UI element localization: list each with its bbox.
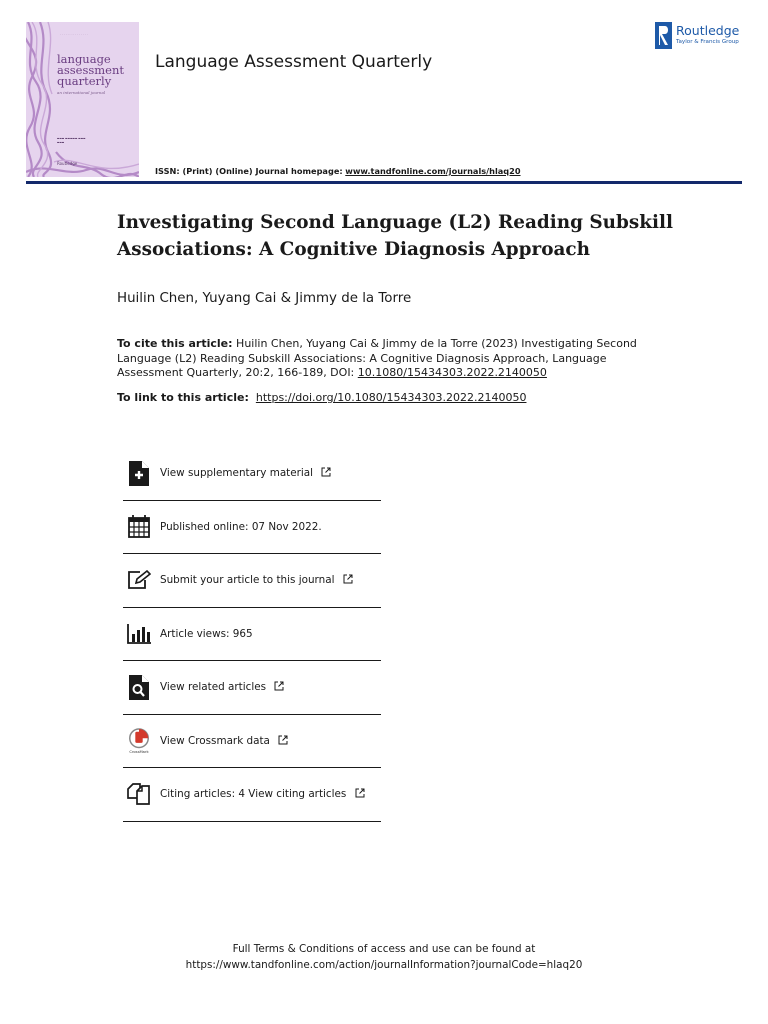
journal-cover-image — [26, 22, 139, 177]
cover-subtitle: an international journal — [57, 90, 106, 95]
cite-text: Huilin Chen, Yuyang Cai & Jimmy de la Torre (2023) Investigating Second Language (L2) Reading Subskill Associations: A Cognitive Diagnosis Approach, Language Assessment Quarterly, 20:2, 166-189, DOI: — [117, 337, 637, 380]
cover-volume-text: · · · · · · · · · · · · · · · — [60, 32, 88, 36]
citing-articles-label: Citing articles: 4 View citing articles — [160, 788, 347, 801]
issn-line — [155, 166, 521, 176]
cover-title: language assessment quarterly — [57, 52, 125, 88]
header-rule — [26, 181, 742, 184]
submit-article-link[interactable] — [123, 554, 381, 608]
external-link-icon — [278, 735, 288, 745]
document-search-icon — [127, 674, 151, 700]
article-info-list — [123, 447, 381, 822]
supplementary-label: View supplementary material — [160, 467, 314, 480]
cover-publisher: Routledge — [57, 161, 78, 166]
terms-text: Full Terms & Conditions of access and use can be found at — [232, 943, 536, 955]
journal-homepage-link[interactable]: www.tandfonline.com/journals/hlaq20 — [345, 166, 521, 176]
external-link-icon — [355, 788, 365, 798]
bar-chart-icon — [127, 621, 151, 647]
edit-pencil-icon — [127, 567, 151, 593]
cover-editors: ▬▬▬ ▬▬▬▬▬ ▬▬▬ ▬▬▬ — [57, 137, 86, 144]
related-articles-link[interactable] — [123, 661, 381, 715]
publisher-group: Taylor & Francis Group — [676, 39, 739, 45]
citing-articles-link[interactable] — [123, 768, 381, 822]
crossmark-link[interactable] — [123, 715, 381, 769]
supplementary-material-link[interactable] — [123, 447, 381, 501]
external-link-icon — [274, 681, 284, 691]
link-label: To link to this article: — [117, 391, 249, 404]
crossmark-icon — [127, 728, 151, 754]
external-link-icon — [321, 467, 331, 477]
issn-label: ISSN: (Print) (Online) Journal homepage: — [155, 166, 343, 176]
article-views-label: Article views: 965 — [160, 627, 253, 640]
article-title: Investigating Second Language (L2) Reading Subskill Associations: A Cognitive Diagnosis Approach — [117, 212, 673, 260]
terms-footer — [0, 942, 768, 973]
article-views-info — [123, 608, 381, 662]
cite-label: To cite this article: — [117, 337, 233, 350]
publisher-name: Routledge — [676, 23, 740, 38]
article-authors: Huilin Chen, Yuyang Cai & Jimmy de la Torre — [117, 291, 412, 306]
supplementary-file-icon — [127, 460, 151, 486]
routledge-r-icon — [655, 22, 672, 49]
citing-documents-icon — [127, 781, 151, 807]
citation-block — [117, 337, 647, 381]
cover-panel — [54, 28, 139, 177]
calendar-icon — [127, 514, 151, 540]
external-link-icon — [343, 574, 353, 584]
published-online-label: Published online: 07 Nov 2022. — [160, 520, 322, 533]
journal-title[interactable]: Language Assessment Quarterly — [155, 52, 433, 72]
svg-text:CrossMark: CrossMark — [129, 749, 149, 754]
published-online-info — [123, 501, 381, 555]
related-articles-label: View related articles — [160, 681, 267, 694]
doi-link[interactable]: 10.1080/15434303.2022.2140050 — [357, 366, 547, 380]
article-link-line — [117, 391, 677, 404]
terms-url[interactable]: https://www.tandfonline.com/action/journalInformation?journalCode=hlaq20 — [185, 958, 583, 971]
crossmark-label: View Crossmark data — [160, 734, 270, 747]
submit-article-label: Submit your article to this journal — [160, 574, 335, 587]
article-doi-url-link[interactable]: https://doi.org/10.1080/15434303.2022.2140050 — [255, 391, 527, 404]
routledge-logo[interactable] — [652, 21, 748, 51]
